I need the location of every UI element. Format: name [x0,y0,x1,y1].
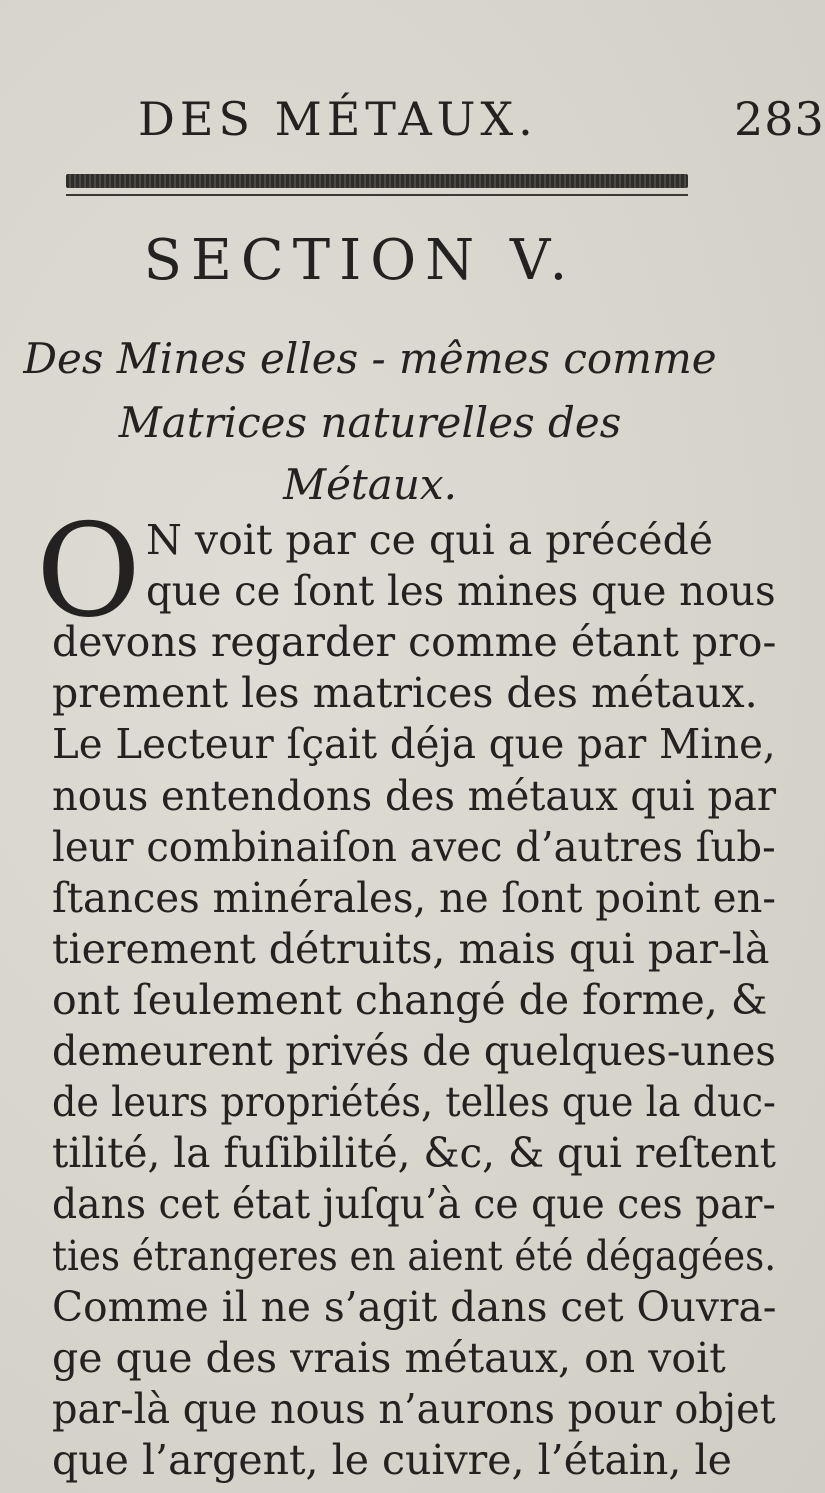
body-line: par-là que nous n’aurons pour objet [52,1384,776,1433]
body-line: ont ſeulement changé de forme, & [52,976,768,1024]
body-line: que l’argent, le cuivre, l’étain, le [52,1436,732,1484]
body-line: dans cet état juſqu’à ce que ces par- [52,1180,776,1229]
body-line: prement les matrices des métaux. [52,669,758,718]
body-line: que ce ſont les mines que nous [146,567,776,616]
section-title: SECTION V. [143,228,577,293]
page-number: 283 [734,92,825,146]
subtitle-line-2: Matrices naturelles des [118,398,622,447]
body-line: nous entendons des métaux qui par [52,771,777,820]
body-line: N voit par ce qui a précédé [146,516,714,564]
drop-cap: O [36,497,141,646]
ornamental-rule [66,174,688,188]
body-line: Comme il ne s’agit dans cet Ouvra- [52,1282,777,1331]
body-line: tilité, la fuſibilité, &c, & qui reſtent [52,1129,776,1178]
body-line: ties étrangeres en aient été dégagées. [52,1231,777,1280]
body-line: demeurent privés de quelques-unes [52,1027,776,1076]
body-line: ſtances minérales, ne ſont point en- [52,873,776,922]
body-line: Le Lecteur ſçait déja que par Mine, [52,720,776,769]
running-head [138,92,825,146]
running-head-title: DES MÉTAUX. [138,92,538,146]
body-line: devons regarder comme étant pro- [52,618,777,667]
subtitle-line-3: Métaux. [283,460,457,509]
body-line: de leurs propriétés, telles que la duc- [52,1078,776,1127]
body-line: leur combinaiſon avec d’autres ſub- [52,822,776,871]
body-line: tierement détruits, mais qui par-là [52,924,770,973]
subtitle-line-1: Des Mines elles - mêmes comme [23,334,717,383]
body-line: ge que des vrais métaux, on voit [52,1333,726,1382]
